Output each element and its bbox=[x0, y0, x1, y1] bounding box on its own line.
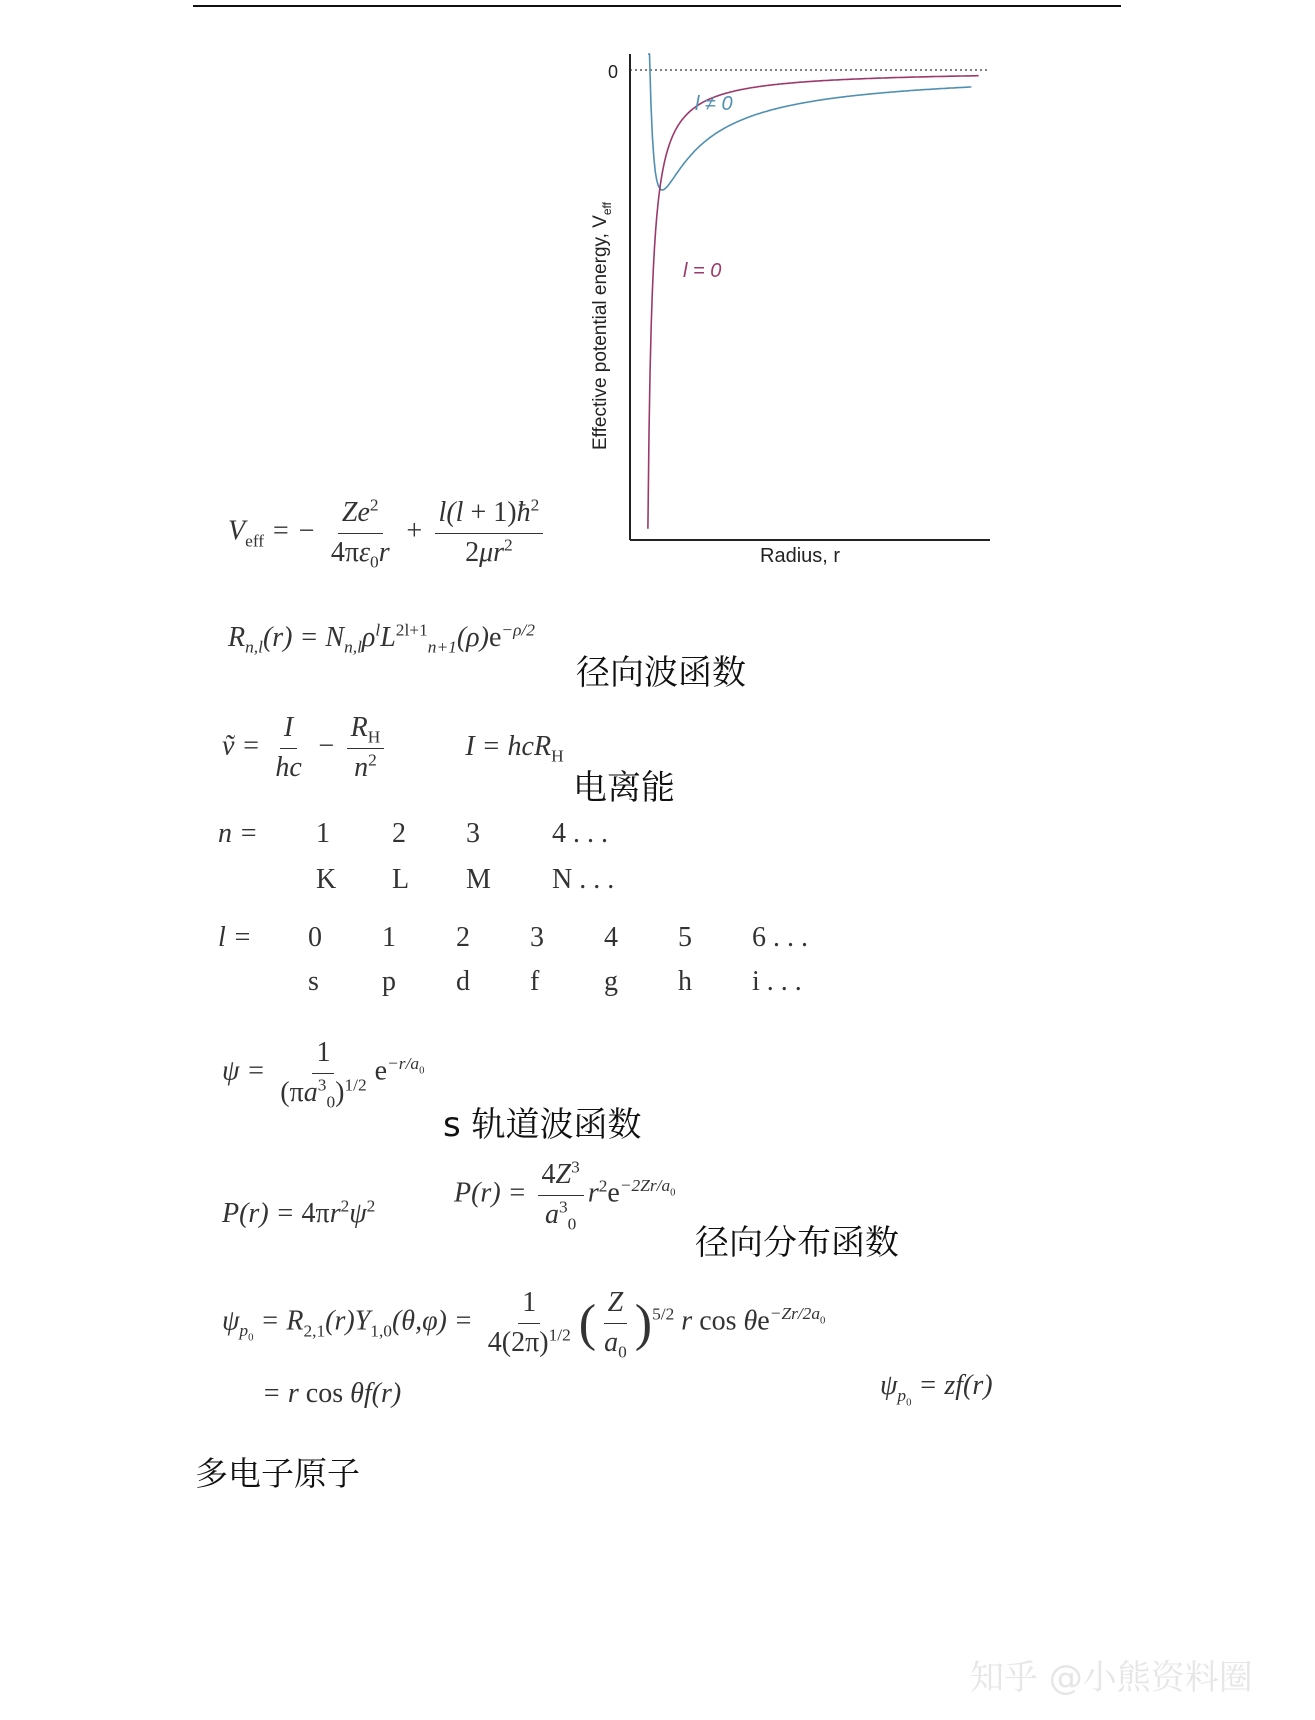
n-label: n = bbox=[218, 818, 258, 849]
ionization-formula: ṽ = $\frac{I}{hc}$ − $\frac{R_H}{n^2}$ I = hcR$_H$ bbox=[222, 712, 564, 783]
section-heading: 多电子原子 bbox=[195, 1454, 360, 1493]
p-orbital-formula-cont: = r cos θf(r) bbox=[262, 1378, 402, 1409]
l-value: 1 bbox=[382, 922, 396, 953]
l-value: 3 bbox=[530, 922, 544, 953]
l-value: 5 bbox=[678, 922, 692, 953]
watermark: 知乎 @小熊资料圈 bbox=[970, 1658, 1253, 1698]
l-letter: i . . . bbox=[752, 966, 802, 997]
n-letter: L bbox=[392, 864, 410, 895]
s-orbital-formula: ψ = $\frac{1}{(\pi a^3_0)^{1/2}}$ $e^{-r/a_0}$ bbox=[222, 1037, 425, 1112]
n-letter: K bbox=[316, 864, 337, 895]
x-axis-label: Radius, r bbox=[760, 545, 841, 567]
p-orbital-short-formula: $\psi_{p_0} = zf(r)$ bbox=[880, 1370, 993, 1409]
l-letter: h bbox=[678, 966, 692, 997]
n-value: 3 bbox=[466, 818, 480, 849]
l-value: 4 bbox=[604, 922, 618, 953]
y-axis-label: Effective potential energy, $V_{eff}$ bbox=[590, 202, 614, 450]
legend-l-zero: l = 0 bbox=[683, 260, 722, 282]
n-letter: N . . . bbox=[552, 864, 615, 895]
radial-wavefunction-label: 径向波函数 bbox=[576, 653, 746, 693]
l-letter: p bbox=[382, 966, 396, 997]
l-value: 2 bbox=[456, 922, 470, 953]
l-letter: g bbox=[604, 966, 618, 997]
p-orbital-formula: $\psi_{p_0} = R_{2,1}(r)Y_{1,0}(\theta,\varphi)$ = $\frac{1}{4(2\pi)^{1/2}}$ ( $\frac{Z}{a_0}$ )$^{5/2}$ r $\cos \theta e^{-Zr/2a_0}$ bbox=[222, 1287, 826, 1362]
l-value: 6 . . . bbox=[752, 922, 808, 953]
n-value: 2 bbox=[392, 818, 406, 849]
veff-formula: $V_{eff}$ = − $\frac{Ze^2}{4\pi\varepsilon_0r}$ + $\frac{l(l + 1)ħ^2}{2\mu r^2}$ bbox=[228, 498, 547, 569]
radial-distribution-formula-2: P(r) = $\frac{4Z^3}{a^3_0}$ $r^2e^{-2Zr/a_0}$ bbox=[454, 1157, 676, 1234]
ionization-label: 电离能 bbox=[573, 768, 675, 808]
s-orbital-label: s 轨道波函数 bbox=[443, 1105, 642, 1145]
y-tick-zero: 0 bbox=[608, 62, 619, 82]
l-letter: s bbox=[308, 966, 319, 997]
radial-distribution-label: 径向分布函数 bbox=[695, 1223, 899, 1263]
n-value: 4 . . . bbox=[552, 818, 608, 849]
l-letter: d bbox=[456, 966, 470, 997]
n-letter: M bbox=[466, 864, 491, 895]
l-label: l = bbox=[218, 922, 252, 953]
radial-distribution-formula-1: $P(r) = 4\pi r^2\psi^2$ bbox=[222, 1196, 376, 1229]
radial-wavefunction-formula: $R_{n,l}(r) = N_{n,l}\rho^lL^{2l+1}_{n+1}(\rho)e^{-\rho/2}$ bbox=[228, 620, 535, 657]
l-value: 0 bbox=[308, 922, 322, 953]
n-value: 1 bbox=[316, 818, 330, 849]
legend-l-not-zero: l ≠ 0 bbox=[695, 93, 733, 115]
l-letter: f bbox=[530, 966, 540, 997]
